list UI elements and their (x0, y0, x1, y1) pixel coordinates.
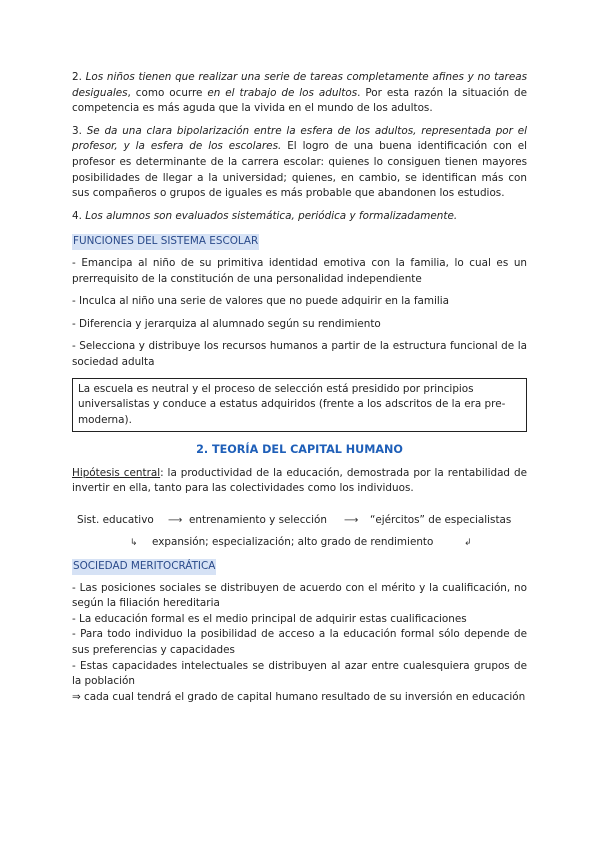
item-2-italic-2: en el trabajo de los adultos (207, 86, 358, 99)
funciones-bullet: - Inculca al niño una serie de valores que no puede adquirir en la familia (72, 295, 450, 308)
hypothesis (72, 466, 527, 497)
capital-humano-heading: 2. TEORÍA DEL CAPITAL HUMANO (196, 443, 403, 457)
funciones-bullet: - Emancipa al niño de su primitiva identidad emotiva con la familia, lo cual es un prerrequisito de la constitución de una personalidad independiente (72, 256, 527, 285)
meritocratica-line: - Las posiciones sociales se distribuyen de acuerdo con el mérito y la cualificación, no según la filiación hereditaria (72, 581, 527, 610)
funciones-bullet: - Selecciona y distribuye los recursos humanos a partir de la estructura funcional de la sociedad adulta (72, 340, 527, 368)
hypothesis-label: Hipótesis central (72, 466, 161, 479)
neutral-school-box (72, 378, 527, 433)
hook-arrow-icon: ↳ (130, 538, 138, 549)
item-4 (72, 209, 527, 225)
document-page (72, 70, 527, 705)
item-2-italic: Los niños tienen que realizar una serie de tareas completamente afines y no tareas desiguales (72, 71, 527, 99)
capital-humano-section (72, 442, 527, 549)
meritocratica-line: - Para todo individuo la posibilidad de acceso a la educación formal sólo depende de sus preferencias y capacidades (72, 628, 527, 657)
item-2-rest: . Por esta razón la situación de competencia es más aguda que la vivida en el mundo de los adultos. (72, 86, 527, 115)
item-2 (72, 70, 527, 117)
flow-diagram (72, 503, 527, 549)
item-3 (72, 124, 527, 202)
item-2-number: 2. (72, 71, 82, 83)
flow-node-c: “ejércitos” de especialistas (370, 514, 512, 527)
meritocratica-line: - Estas capacidades intelectuales se distribuyen al azar entre cualesquiera grupos de la población (72, 659, 527, 688)
item-4-number: 4. (72, 209, 82, 222)
hook-arrow-icon: ↲ (464, 538, 472, 549)
neutral-school-text: La escuela es neutral y el proceso de selección está presidido por principios universalistas y conduce a estatus adquiridos (frente a los adscritos de la era pre-moderna). (78, 382, 506, 426)
flow-node-d: expansión; especialización; alto grado de rendimiento (152, 536, 434, 549)
item-3-rest: El logro de una buena identificación con el profesor es determinante de la carrera escolar: quienes lo consiguen tienen mayores posibilidades de llegar a la universidad; quienes, en cambio, se identifican más con sus compañeros o grupos de iguales es más probable que abandonen los estudios. (72, 140, 527, 200)
hypothesis-text: : la productividad de la educación, demostrada por la rentabilidad de invertir en ella, tanto para las colectividades como los individuos. (72, 466, 527, 495)
item-4-italic: Los alumnos son evaluados sistemática, periódica y formalizadamente. (85, 209, 458, 222)
funciones-title: FUNCIONES DEL SISTEMA ESCOLAR (72, 234, 259, 250)
meritocratica-title: SOCIEDAD MERITOCRÁTICA (72, 559, 216, 575)
meritocratica-section (72, 559, 527, 705)
flow-node-b: entrenamiento y selección (189, 514, 327, 527)
item-2-mid: , como ocurre (127, 86, 208, 99)
funciones-section (72, 234, 527, 432)
item-3-italic: Se da una clara bipolarización entre la esfera de los adultos, representada por el profesor, y la esfera de los escolares. (72, 124, 527, 153)
funciones-bullet: - Diferencia y jerarquiza al alumnado según su rendimiento (72, 317, 381, 330)
meritocratica-line: ⇒ cada cual tendrá el grado de capital humano resultado de su inversión en educación (72, 690, 526, 703)
item-3-number: 3. (72, 124, 82, 137)
flow-node-a: Sist. educativo (77, 514, 154, 527)
arrow-right-icon: ⟶ (344, 515, 359, 527)
meritocratica-line: - La educación formal es el medio principal de adquirir estas cualificaciones (72, 612, 467, 625)
arrow-right-icon: ⟶ (168, 515, 183, 527)
